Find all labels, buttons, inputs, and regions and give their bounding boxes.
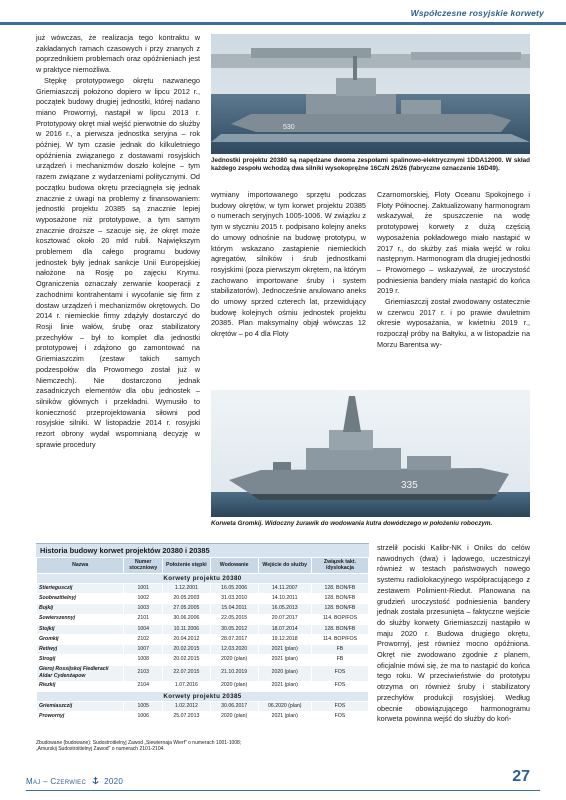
photo-top-caption: Jednostki projektu 20380 są napędzane dwoma zespołami spalinowo-elektrycznymi 1DDA12000. W skład każdego zespołu wchodzą dwa silniki wysokoprężne 16CzN 26/26 (fabryczne oznaczenie 16D49). — [211, 157, 530, 173]
build-history-table — [36, 543, 369, 722]
cell-unit: FB — [311, 645, 368, 655]
table-row — [37, 645, 369, 655]
cell-launch: 16.05.2006 — [210, 584, 258, 594]
table-row — [37, 624, 369, 634]
ship-photo-top — [211, 34, 530, 154]
cell-commission: 2020 (plan) — [258, 665, 311, 681]
col-header-keel: Położenie stępki — [163, 558, 211, 574]
col-header-name: Nazwa — [37, 558, 124, 574]
table-row — [37, 665, 369, 681]
cell-unit: 128. BON/FB — [311, 584, 368, 594]
cell-commission: 06.2020 (plan) — [258, 701, 311, 711]
cell-yard-number: 1008 — [124, 655, 163, 665]
cell-name: Strogij — [37, 655, 124, 665]
table-notes — [36, 740, 369, 753]
table-note-2: „Amurskij Sudostroitielnyj Zawod" o numerach 2101-2104. — [36, 746, 165, 753]
table-header-row — [37, 558, 369, 574]
ship-photo-bottom — [211, 390, 530, 517]
cell-keel: 27.05.2005 — [163, 604, 211, 614]
section-label: Korwety projektu 20385 — [37, 691, 369, 701]
table-row — [37, 701, 369, 711]
cell-commission: 2021 (plan) — [258, 655, 311, 665]
cell-keel: 1.02.2012 — [163, 701, 211, 711]
table-row — [37, 584, 369, 594]
cell-launch: 21.10.2019 — [210, 665, 258, 681]
photo-bottom-caption: Korweta Gromkij. Widoczny żurawik do wodowania kutra dowódczego w położeniu roboczym. — [211, 520, 493, 527]
right-paragraph-1: Czarnomorskiej, Floty Oceanu Spokojnego i Floty Północnej. Zaktualizowany harmonogram wskazywał, że spuszczenie na wodę prototypowej korwety z dużą częścią wyposażenia pokładowego miało nastąpić w 2017 r., do służby zaś miała wejść w roku następnym. Harmonogram dla drugiej jednostki – Prowornego – wskazywał, że uroczystość podniesienia bandery miała nastąpić do końca 2019 r. — [377, 190, 530, 296]
cell-commission: 2021 (plan) — [258, 645, 311, 655]
table-row — [37, 712, 369, 722]
cell-commission: 14.10.2011 — [258, 594, 311, 604]
col-header-commission: Wejście do służby — [258, 558, 311, 574]
anchor-logo-icon — [91, 776, 100, 785]
cell-yard-number: 1005 — [124, 701, 163, 711]
cell-yard-number: 1004 — [124, 624, 163, 634]
cell-commission: 16.05.2013 — [258, 604, 311, 614]
table-row — [37, 681, 369, 691]
cell-commission: 20.07.2017 — [258, 614, 311, 624]
footer-rule — [26, 790, 540, 791]
cell-launch: 30.05.2012 — [210, 624, 258, 634]
cell-keel: 22.07.2015 — [163, 665, 211, 681]
cell-unit: 114. BOP/FOS — [311, 634, 368, 644]
cell-name: Gieroj Rossijskoj Fiedieracii Aldar Cydenżapow — [37, 665, 124, 681]
cell-keel: 30.06.2006 — [163, 614, 211, 624]
cell-commission: 19.12.2018 — [258, 634, 311, 644]
table-body — [37, 573, 369, 721]
table-note-1: Zbudowane (budowane): Sudostroitielnyj Zawod „Siewiernaja Wierf" o numerach 1001-1008; — [36, 740, 242, 746]
cell-name: Stojkij — [37, 624, 124, 634]
cell-yard-number: 2101 — [124, 614, 163, 624]
cell-yard-number: 2104 — [124, 681, 163, 691]
cell-unit: 128. BON/FB — [311, 624, 368, 634]
left-paragraph-1: już wówczas, że realizacja tego kontraktu w zakładanych ramach czasowych i przy znanych z poprzednikiem problemach oraz opóźnieniach jest w praktyce niemożliwa. — [36, 33, 200, 75]
cell-launch: 2020 (plan) — [210, 681, 258, 691]
cell-launch: 12.03.2020 — [210, 645, 258, 655]
cell-unit: FOS — [311, 701, 368, 711]
section-title: Współczesne rosyjskie korwety — [410, 8, 544, 18]
table-grid — [36, 557, 369, 722]
cell-launch: 2020 (plan) — [210, 655, 258, 665]
cell-unit: FOS — [311, 681, 368, 691]
middle-column — [211, 190, 366, 380]
middle-paragraph-1: wymiany importowanego sprzętu podczas budowy okrętów, w tym korwet projektu 20385 o numerach seryjnych 1005-1006. W związku z tym w styczniu 2015 r. podpisano kolejny aneks do umowy odnośnie na budowę prototypu, w którym wskazano zastąpienie niemieckich agregatów, silników i śrub jednostkami rosyjskimi (poza pierwszym okrętem, na którym zachowano importowane śruby i system stabilizatorów). Jednocześnie anulowano aneks do umowy sprzed czterech lat, przewidujący budowę kolejnych ośmiu jednostek projektu 20385. Plan maksymalny objął wówczas 12 okrętów – po 4 dla Floty — [211, 190, 366, 339]
cell-name: Gromkij — [37, 634, 124, 644]
page-header — [0, 0, 566, 28]
ship-photo-top-image — [211, 34, 530, 154]
cell-unit: FB — [311, 655, 368, 665]
cell-launch: 30.06.2017 — [210, 701, 258, 711]
cell-name: Soobrazitielnyj — [37, 594, 124, 604]
cell-unit: 114. BOP/FOS — [311, 614, 368, 624]
table-row — [37, 604, 369, 614]
right-column-lower — [377, 543, 530, 765]
page-number: 27 — [512, 768, 530, 785]
cell-yard-number: 2102 — [124, 634, 163, 644]
table-title: Historia budowy korwet projektów 20380 i 20385 — [36, 543, 369, 557]
cell-yard-number: 1002 — [124, 594, 163, 604]
cell-keel: 1.07.2016 — [163, 681, 211, 691]
cell-unit: 128. BON/FB — [311, 594, 368, 604]
issue-year: 2020 — [104, 777, 124, 786]
ship-photo-bottom-image — [211, 390, 530, 517]
cell-yard-number: 1003 — [124, 604, 163, 614]
cell-name: Retiwyj — [37, 645, 124, 655]
cell-launch: 28.07.2017 — [210, 634, 258, 644]
right-column — [377, 190, 530, 380]
table-row — [37, 614, 369, 624]
page-footer — [26, 770, 540, 792]
cell-keel: 20.05.2003 — [163, 594, 211, 604]
cell-name: Stieriegusczij — [37, 584, 124, 594]
hull-number-530: 530 — [283, 124, 295, 131]
cell-keel: 10.11.2006 — [163, 624, 211, 634]
cell-launch: 22.05.2015 — [210, 614, 258, 624]
left-paragraph-2: Stępkę prototypowego okrętu nazwanego Griemiaszczij położono dopiero w lipcu 2012 r., początek budowy drugiej jednostki, której nadano miano Prowornyj, nastąpił w lipcu 2013 r. Prototypowy okręt miał wejść pierwotnie do służby w 2016 r., a pierwsza jednostka seryjna – rok później. W tym czasie jednak do kilkuletniego opóźnienia związanego z dostawami rosyjskich urządzeń i mechanizmów doszło kolejne – tym razem związane z wydarzeniami politycznymi. Od początku budowa okrętu przeciągnęła się jednak znacznie z uwagi na problemy z finansowaniem: jednostki projektu 20385 są znacznie lepiej wyposażone niż prototypowe, a tym samym znacznie droższe – szacuje się, że okręt może kosztować około 20 mld rubli. Największym problemem dla całego programu budowy jednostek były jednak sankcje Unii Europejskiej nałożone na Rosję po zajęciu Krymu. Ograniczenia oznaczały zerwanie kooperacji z zachodnimi kontrahentami i wycofanie się firm z dostaw urządzeń i mechanizmów okrętowych. Do 2014 r. niemieckie firmy zdążyły dostarczyć do Rosji linie wałów, śrubę oraz stabilizatory przechyłów – był to komplet dla jednostki prototypowej i zdążono go zamontować na Griemiaszczim (zestaw takich samych podzespołów dla Prowornego został już w Niemczech). Nie dostarczono jednak zasadniczych elementów dla obu jednostek – silników głównych i przekładni. Wymusiło to konieczność przeprojektowania siłowni pod rosyjskie silniki. W listopadzie 2014 r. rosyjski rezort obrony wydał wspomnianą decyzję w sprawie procedury — [36, 75, 200, 449]
cell-keel: 1.12.2001 — [163, 584, 211, 594]
cell-keel: 20.02.2015 — [163, 645, 211, 655]
cell-commission: 14.11.2007 — [258, 584, 311, 594]
issue-months: Maj – Czerwiec — [26, 777, 87, 786]
cell-name: Sowierszennyj — [37, 614, 124, 624]
cell-yard-number: 1001 — [124, 584, 163, 594]
cell-commission: 2021 (plan) — [258, 681, 311, 691]
cell-unit: 128. BON/FB — [311, 604, 368, 614]
right-paragraph-2: Griemiaszczij został zwodowany ostatecznie w czerwcu 2017 r. i po prawie dwuletnim okresie wyposażania, w kwietniu 2019 r., rozpoczął próby na Bałtyku, a w listopadzie na Morzu Barentsa wy- — [377, 297, 530, 349]
cell-launch: 15.04.2011 — [210, 604, 258, 614]
cell-commission: 18.07.2014 — [258, 624, 311, 634]
cell-yard-number: 2103 — [124, 665, 163, 681]
left-column — [36, 33, 200, 533]
cell-unit: FOS — [311, 665, 368, 681]
table-row — [37, 634, 369, 644]
table-section-row — [37, 573, 369, 583]
cell-unit: FOS — [311, 712, 368, 722]
right-lower-paragraph: strzelił pociski Kalibr-NK i Oniks do celów nawodnych (dwa) i lądowego, uczestniczył również w testach państwowych nowego systemu radiolokacyjnego współpracującego z zestawem Polimient-Riedut. Planowana na grudzień uroczystość podniesienia bandery jednak została przesunięta – faktyczne wejście do służby korwety Griemiaszczij nastąpiło w maju 2020 r. Budowa drugiego okrętu, Prowornyj, jest również mocno opóźniona. Okręt nie zwodowano zgodnie z planem, oficjalnie mówi się, że ma to nastąpić do końca tego roku. W przeciwieństwie do prototypu otrzyma on również śruby i stabilizatory przechyłów produkcji rosyjskiej. Według obecnie obowiązującego harmonogramu korweta powinna wejść do służby do koń- — [377, 543, 530, 724]
cell-keel: 20.04.2012 — [163, 634, 211, 644]
cell-keel: 20.02.2015 — [163, 655, 211, 665]
cell-commission: 2021 (plan) — [258, 712, 311, 722]
cell-yard-number: 1007 — [124, 645, 163, 655]
cell-keel: 25.07.2013 — [163, 712, 211, 722]
cell-launch: 31.03.2010 — [210, 594, 258, 604]
header-rule — [0, 22, 566, 25]
table-row — [37, 655, 369, 665]
col-header-yard-number: Numer stoczniowy — [124, 558, 163, 574]
cell-name: Bojkij — [37, 604, 124, 614]
table-section-row — [37, 691, 369, 701]
section-label: Korwety projektu 20380 — [37, 573, 369, 583]
cell-name: Griemiaszczij — [37, 701, 124, 711]
issue-label — [26, 776, 123, 786]
cell-name: Riezkij — [37, 681, 124, 691]
table-row — [37, 594, 369, 604]
cell-name: Prowornyj — [37, 712, 124, 722]
col-header-unit: Związek takt. /dyslokacja — [311, 558, 368, 574]
col-header-launch: Wodowanie — [210, 558, 258, 574]
cell-launch: 2020 (plan) — [210, 712, 258, 722]
cell-yard-number: 1006 — [124, 712, 163, 722]
hull-number-335: 335 — [401, 480, 418, 491]
